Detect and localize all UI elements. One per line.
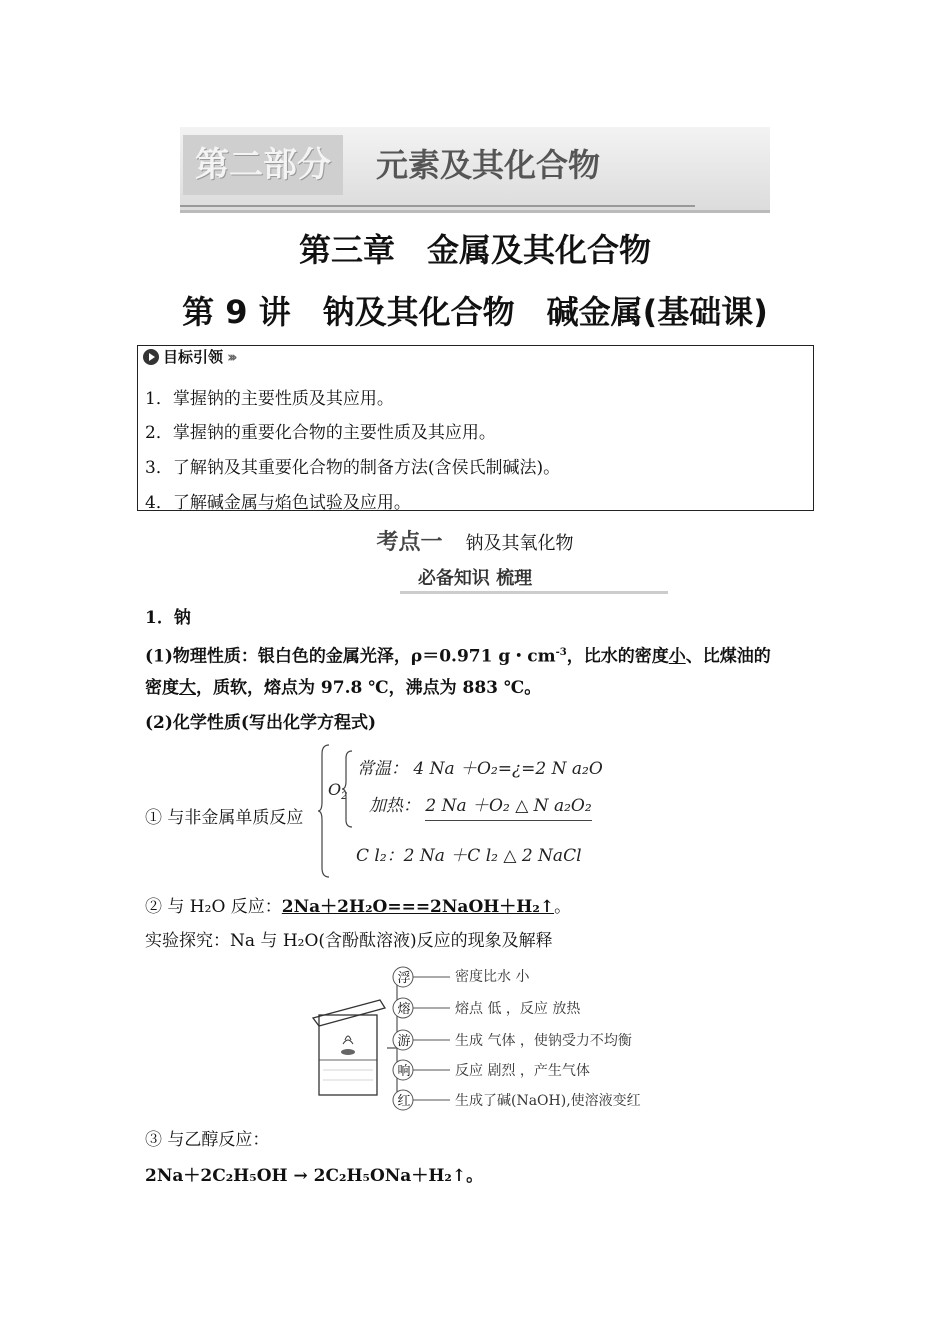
ethanol-reaction [145, 1164, 483, 1188]
goal-item: 1．掌握钠的主要性质及其应用。 [145, 389, 394, 409]
bibei-heading: 必备知识 梳理 [417, 568, 533, 589]
physical-text: 密度 [145, 678, 179, 698]
diagram-key: 红 [397, 1094, 411, 1109]
experiment-title: 实验探究：Na 与 H₂O(含酚酞溶液)反应的现象及解释 [145, 931, 553, 951]
lesson-title: 第 9 讲 钠及其化合物 碱金属(基础课) [182, 293, 768, 331]
beaker-illustration [313, 1000, 385, 1095]
physical-sup: -3 [555, 647, 567, 658]
physical-text: 、比煤油的 [685, 646, 771, 667]
ethanol-equation: 2Na＋2C₂H₅OH → 2C₂H₅ONa＋H₂↑ [145, 1166, 467, 1186]
answer-big: 大 [179, 678, 196, 698]
room-temp-eq [357, 754, 603, 779]
physical-properties-2 [145, 676, 541, 700]
water-post: 。 [554, 897, 572, 917]
banner-divider [180, 205, 695, 207]
water-label: ② 与 H₂O 反应： [145, 897, 282, 917]
kaodian-sub: 钠及其氧化物 [465, 533, 574, 554]
ethanol-label: ③ 与乙醇反应： [145, 1130, 270, 1150]
goals-heading-text: 目标引领 [163, 348, 224, 366]
section-1-title: 1．钠 [145, 608, 191, 628]
section-heading [0, 525, 950, 556]
chemical-properties: (2)化学性质(写出化学方程式) [145, 713, 377, 733]
bibei-underline [400, 591, 668, 594]
goals-heading [143, 346, 234, 367]
chapter-title: 第三章 金属及其化合物 [298, 231, 651, 269]
diagram-item: 生成了碱(NaOH),使溶液变红 [455, 1093, 641, 1109]
physical-text: (1)物理性质：银白色的金属光泽，ρ＝0.971 g・cm [145, 646, 556, 667]
o2-sub: 2 [341, 791, 348, 803]
diagram-key: 浮 [397, 971, 411, 986]
heat-label: 加热： [369, 796, 420, 816]
physical-text: ，质软，熔点为 97.8 ℃，沸点为 883 ℃。 [196, 678, 542, 698]
ethanol-post: 。 [466, 1166, 484, 1186]
room-label: 常温： [357, 759, 408, 779]
goal-item: 4．了解碱金属与焰色试验及应用。 [145, 493, 411, 513]
nonmetal-label: ① 与非金属单质反应 [145, 808, 304, 828]
play-icon [143, 349, 159, 365]
diagram-item: 反应 剧烈 ，产生气体 [455, 1063, 590, 1079]
diagram-key: 熔 [397, 1002, 411, 1017]
part-title: 元素及其化合物 [376, 146, 601, 184]
goal-item: 3．了解钠及其重要化合物的制备方法(含侯氏制碱法)。 [145, 458, 561, 478]
answer-small: 小 [668, 646, 686, 667]
water-reaction [145, 895, 571, 919]
water-equation: 2Na＋2H₂O===2NaOH＋H₂↑ [281, 897, 555, 917]
diagram-item: 密度比水 小 [455, 969, 530, 985]
physical-properties [145, 641, 825, 669]
room-equation: 4 Na ＋O₂=¿=2 N a₂O [413, 759, 603, 779]
physical-text: ，比水的密度 [566, 646, 669, 667]
small-brace [341, 750, 353, 828]
chlorine-eq: C l₂：2 Na ＋C l₂ △ 2 NaCl [356, 846, 582, 866]
part-tag: 第二部分 [183, 135, 343, 195]
diagram-item: 熔点 低 ，反应 放热 [455, 1001, 581, 1017]
big-brace [318, 744, 330, 878]
double-chevron-icon: ››› [227, 347, 234, 366]
heat-equation: 2 Na ＋O₂ △ N a₂O₂ [425, 796, 591, 821]
diagram-key: 响 [397, 1064, 411, 1079]
diagram-key: 游 [397, 1034, 411, 1049]
goal-item: 2．掌握钠的重要化合物的主要性质及其应用。 [145, 423, 496, 443]
diagram-item: 生成 气体 ，使钠受力不均衡 [455, 1033, 632, 1049]
kaodian-main: 考点一 [376, 530, 443, 555]
o2-text: O [328, 780, 342, 799]
heat-eq [369, 791, 592, 816]
